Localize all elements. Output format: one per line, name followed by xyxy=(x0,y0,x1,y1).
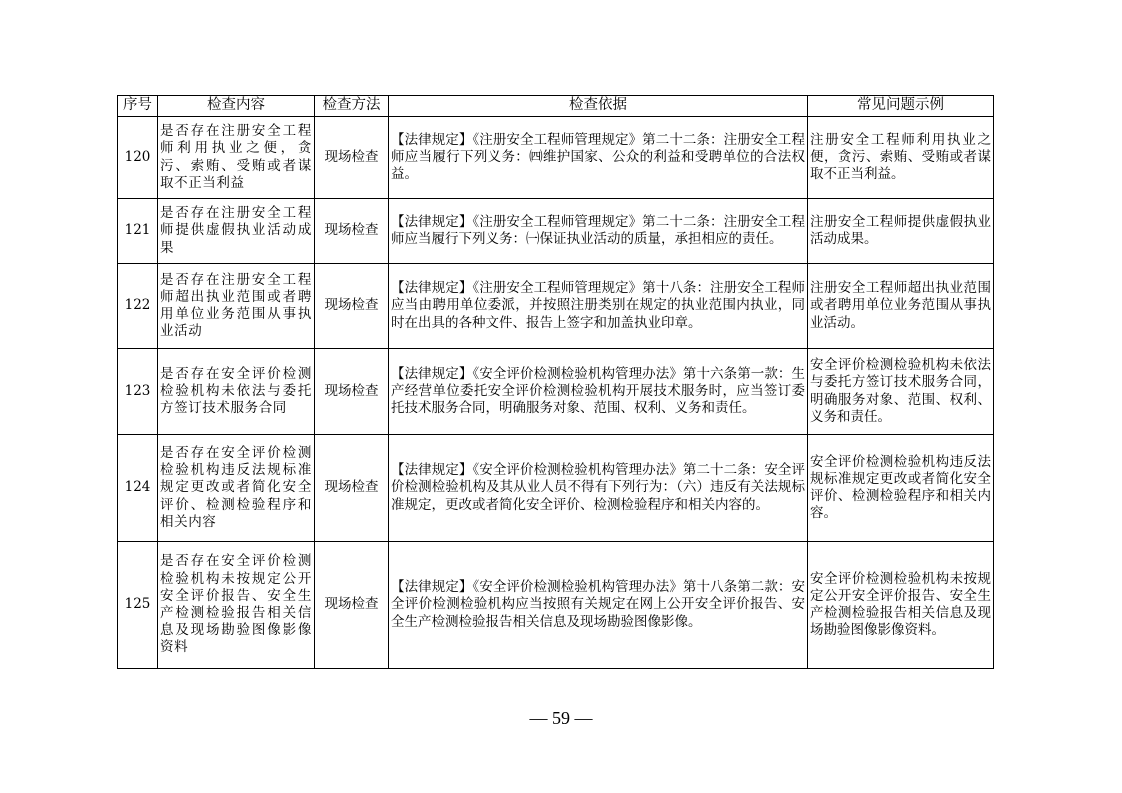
inspection-table-container xyxy=(117,95,993,669)
table-header-row xyxy=(118,96,994,117)
cell-serial-number: 122 xyxy=(118,264,158,349)
cell-common-issue: 注册安全工程师超出执业范围或者聘用单位业务范围从事执业活动。 xyxy=(808,264,994,349)
cell-inspection-content: 是否存在安全评价检测检验机构未依法与委托方签订技术服务合同 xyxy=(158,349,315,435)
cell-inspection-basis: 【法律规定】《安全评价检测检验机构管理办法》第二十二条：安全评价检测检验机构及其从业人员不得有下列行为：（六）违反有关法规标准规定，更改或者简化安全评价、检测检验程序和相关内容的。 xyxy=(389,435,808,542)
cell-inspection-method: 现场检查 xyxy=(315,117,389,199)
header-inspection-method: 检查方法 xyxy=(315,96,389,117)
cell-serial-number: 125 xyxy=(118,542,158,669)
table-row xyxy=(118,349,994,435)
cell-inspection-content: 是否存在注册安全工程师超出执业范围或者聘用单位业务范围从事执业活动 xyxy=(158,264,315,349)
cell-inspection-method: 现场检查 xyxy=(315,542,389,669)
header-common-issues: 常见问题示例 xyxy=(808,96,994,117)
cell-serial-number: 124 xyxy=(118,435,158,542)
header-serial-number: 序号 xyxy=(118,96,158,117)
header-inspection-content: 检查内容 xyxy=(158,96,315,117)
cell-inspection-basis: 【法律规定】《安全评价检测检验机构管理办法》第十六条第一款：生产经营单位委托安全评价检测检验机构开展技术服务时，应当签订委托技术服务合同，明确服务对象、范围、权利、义务和责任。 xyxy=(389,349,808,435)
table-row xyxy=(118,542,994,669)
cell-inspection-method: 现场检查 xyxy=(315,349,389,435)
table-row xyxy=(118,264,994,349)
cell-common-issue: 安全评价检测检验机构未按规定公开安全评价报告、安全生产检测检验报告相关信息及现场勘验图像影像资料。 xyxy=(808,542,994,669)
cell-inspection-content: 是否存在注册安全工程师利用执业之便，贪污、索贿、受贿或者谋取不正当利益 xyxy=(158,117,315,199)
header-inspection-basis: 检查依据 xyxy=(389,96,808,117)
cell-serial-number: 121 xyxy=(118,199,158,264)
cell-inspection-basis: 【法律规定】《注册安全工程师管理规定》第十八条：注册安全工程师应当由聘用单位委派，并按照注册类别在规定的执业范围内执业，同时在出具的各种文件、报告上签字和加盖执业印章。 xyxy=(389,264,808,349)
table-row xyxy=(118,435,994,542)
cell-serial-number: 123 xyxy=(118,349,158,435)
cell-inspection-content: 是否存在安全评价检测检验机构违反法规标准规定更改或者简化安全评价、检测检验程序和相关内容 xyxy=(158,435,315,542)
cell-inspection-method: 现场检查 xyxy=(315,435,389,542)
cell-common-issue: 安全评价检测检验机构违反法规标准规定更改或者简化安全评价、检测检验程序和相关内容。 xyxy=(808,435,994,542)
table-row xyxy=(118,199,994,264)
cell-inspection-method: 现场检查 xyxy=(315,264,389,349)
cell-inspection-content: 是否存在安全评价检测检验机构未按规定公开安全评价报告、安全生产检测检验报告相关信息及现场勘验图像影像资料 xyxy=(158,542,315,669)
cell-serial-number: 120 xyxy=(118,117,158,199)
cell-common-issue: 注册安全工程师利用执业之便，贪污、索贿、受贿或者谋取不正当利益。 xyxy=(808,117,994,199)
cell-inspection-basis: 【法律规定】《注册安全工程师管理规定》第二十二条：注册安全工程师应当履行下列义务：㈣维护国家、公众的利益和受聘单位的合法权益。 xyxy=(389,117,808,199)
cell-inspection-basis: 【法律规定】《安全评价检测检验机构管理办法》第十八条第二款：安全评价检测检验机构应当按照有关规定在网上公开安全评价报告、安全生产检测检验报告相关信息及现场勘验图像影像。 xyxy=(389,542,808,669)
cell-inspection-content: 是否存在注册安全工程师提供虚假执业活动成果 xyxy=(158,199,315,264)
inspection-table xyxy=(117,95,994,669)
page-number: — 59 — xyxy=(529,708,593,728)
cell-inspection-method: 现场检查 xyxy=(315,199,389,264)
cell-common-issue: 注册安全工程师提供虚假执业活动成果。 xyxy=(808,199,994,264)
table-row xyxy=(118,117,994,199)
cell-inspection-basis: 【法律规定】《注册安全工程师管理规定》第二十二条：注册安全工程师应当履行下列义务：㈠保证执业活动的质量，承担相应的责任。 xyxy=(389,199,808,264)
cell-common-issue: 安全评价检测检验机构未依法与委托方签订技术服务合同，明确服务对象、范围、权利、义务和责任。 xyxy=(808,349,994,435)
